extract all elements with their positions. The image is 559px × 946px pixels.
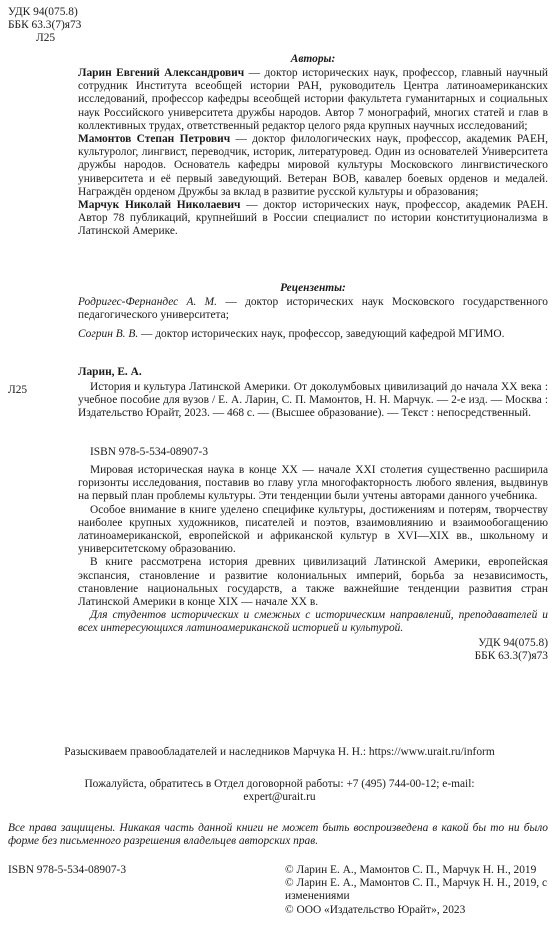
contact-email: expert@urait.ru [243,791,316,804]
copyright-list [285,864,548,917]
catalog-code: Л25 [36,32,56,45]
abstract-paragraph: В книге рассмотрена история древних цивилизаций Латинской Америки, европейская экспансия, становление и развитие колониальных империй, борьба за независимость, становление национальных государств, а также важнейшие тенденции развития стран Латинской Америки в конце XIX — начале XX в. [78,556,548,609]
author-name: Мамонтов Степан Петрович [78,133,231,146]
author-entry-marchuk [78,199,548,239]
abstract-paragraph: Особое внимание в книге уделено специфике культуры, достижениям и потерям, творчеству наиболее крупных художников, писателей и поэтов, взаимовлиянию и взаимообогащению латиноамериканской, европейской и африканской культур в XVI—XIX вв., школьному и университетскому образованию. [78,503,548,556]
catalog-abstract [78,464,548,636]
contact-info [0,778,559,804]
udk-code: УДК 94(075.8) [8,6,78,18]
footer-isbn: ISBN 978-5-534-08907-3 [8,864,127,876]
reviewer-name: Родригес-Фернандес А. М. [78,296,218,308]
rights-notice: Все права защищены. Никакая часть данной книги не может быть воспроизведена в какой бы то ни было форме без письменного разрешения владельцев авторских прав. [8,822,548,848]
reviewers-list [78,296,548,342]
catalog-side-code: Л25 [8,384,28,396]
author-entry-larin [78,67,548,133]
catalog-description: История и культура Латинской Америки. От доколумбовых цивилизаций до начала XX века : учебное пособие для вузов / Е. А. Ларин, С. П. Мамонтов, Н. Н. Марчук. — 2-е изд. — Москва : Издательство Юрайт, 2023. — 468 с. — (Высшее образование). — Текст : непосредственный. [78,381,548,420]
authors-list [78,67,548,239]
author-entry-mamontov [78,133,548,199]
reviewer-info: — доктор исторических наук, профессор, заведующий кафедрой МГИМО. [138,328,505,341]
reviewer-name: Согрин В. В. [78,328,139,341]
reviewer-entry [78,328,548,341]
bbk-code: ББК 63.3(7)я73 [8,19,82,32]
catalog-isbn: ISBN 978-5-534-08907-3 [90,446,209,458]
authors-heading: Авторы: [290,53,336,65]
udk-code-bottom: УДК 94(075.8) [478,637,548,649]
catalog-author: Ларин, Е. А. [78,366,142,378]
bbk-code-bottom: ББК 63.3(7)я73 [474,650,548,663]
reviewer-info: — доктор исторических наук Московского государственного педагогического университета; [78,296,548,322]
rightsholders-search: Разыскиваем правообладателей и наследников Марчука Н. Н.: https://www.urait.ru/inform [64,746,495,758]
author-bio: — доктор филологических наук, профессор, академик РАЕН, культуролог, лингвист, переводчик, историк, литературовед. Один из основателей Университета дружбы народов. Основатель кафедры мировой культуры Московского лингвистического университета и её первый заведующий. Ветеран ВОВ, кавалер боевых орденов и медалей. Награждён орденом Дружбы за вклад в развитие русской культуры и образования; [78,133,548,198]
author-name: Ларин Евгений Александрович [78,67,245,79]
author-bio: — доктор исторических наук, профессор, главный научный сотрудник Института всеобщей истории РАН, руководитель Центра латиноамериканских исследований, профессор кафедры всеобщей истории факультета гуманитарных и социальных наук Российского университета дружбы народов. Автор 7 монографий, многих статей и глав в коллективных трудах, ответственный редактор целого ряда крупных научных исследований; [78,67,549,132]
catalog-codes [378,637,548,663]
audience-note: Для студентов исторических и смежных с историческим направлений, преподавателей и всех интересующихся латиноамериканской историей и культурой. [78,609,548,635]
reviewer-entry [78,296,548,322]
copyright-line: © Ларин Е. А., Мамонтов С. П., Марчук Н. Н., 2019, с изменениями [285,877,548,903]
author-name: Марчук Николай Николаевич [78,199,241,212]
abstract-paragraph: Мировая историческая наука в конце XX — начале XXI столетия существенно расширила горизонты исследования, поставив во главу угла многофакторность любого явления, выдвинув на первый план проблемы культуры. Эти тенденции были учтены авторами данного учебника. [78,464,548,503]
contact-phone-line: Пожалуйста, обратитесь в Отдел договорной работы: +7 (495) 744-00-12; e-mail: [84,778,475,790]
copyright-line: © Ларин Е. А., Мамонтов С. П., Марчук Н. Н., 2019 [285,864,537,876]
header-codes [8,6,81,46]
reviewers-heading: Рецензенты: [280,282,346,294]
author-bio: — доктор исторических наук, профессор, академик РАЕН. Автор 78 публикаций, крупнейший в России специалист по истории конституционализма в Латинской Америке. [78,199,548,238]
copyright-line: © ООО «Издательство Юрайт», 2023 [285,903,466,916]
